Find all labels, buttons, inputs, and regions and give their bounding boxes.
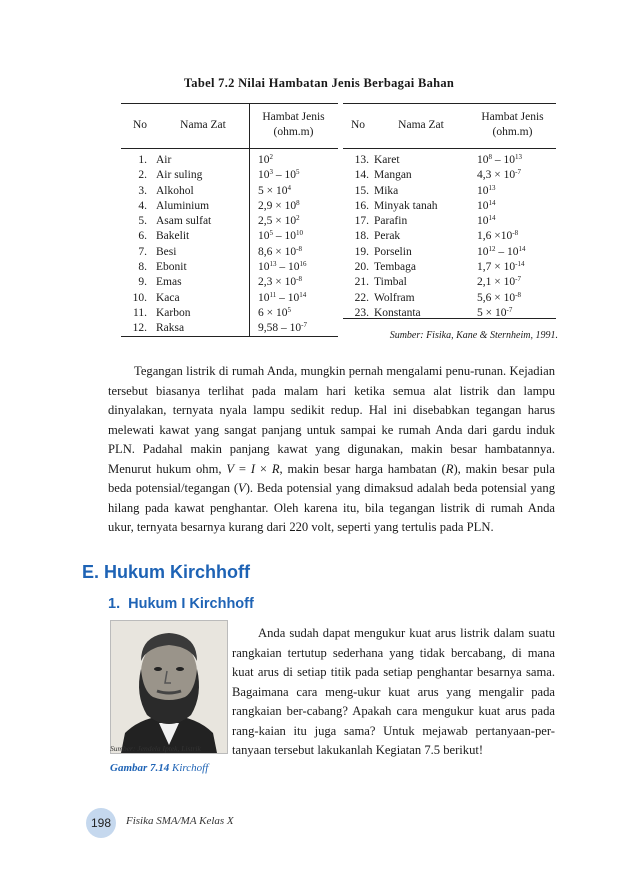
row-number: 9. xyxy=(138,276,147,289)
row-substance: Raksa xyxy=(156,322,185,335)
row-resistivity: $10^{11} - 10^{14}$ xyxy=(258,290,307,304)
table-row xyxy=(121,245,338,260)
row-substance: Tembaga xyxy=(374,261,416,274)
row-resistivity: $2,9 \times 10^8$ xyxy=(258,198,300,212)
figure-caption xyxy=(110,762,208,774)
row-resistivity: $10^3 - 10^5$ xyxy=(258,168,300,182)
row-resistivity: $10^5 - 10^{10}$ xyxy=(258,229,303,243)
table-title: Tabel 7.2 Nilai Hambatan Jenis Berbagai Bahan xyxy=(183,76,455,90)
table-row xyxy=(343,168,556,183)
row-number: 7. xyxy=(138,245,147,258)
row-substance: Wolfram xyxy=(374,291,415,304)
table-row xyxy=(343,229,556,244)
header-hambat-label: Hambat Jenis xyxy=(481,111,544,123)
row-number: 3. xyxy=(138,184,147,197)
row-substance: Besi xyxy=(156,245,177,258)
row-number: 23. xyxy=(354,306,369,319)
footer-book-title: Fisika SMA/MA Kelas X xyxy=(126,815,234,827)
row-number: 4. xyxy=(138,199,147,212)
row-resistivity: $8,6 \times 10^{-8}$ xyxy=(258,244,302,258)
row-resistivity: $10^8 - 10^{13}$ xyxy=(477,153,522,166)
row-resistivity: $2,5 \times 10^2$ xyxy=(258,214,300,228)
row-number: 12. xyxy=(132,322,147,335)
row-resistivity: $2,3 \times 10^{-8}$ xyxy=(258,275,302,289)
table-row xyxy=(343,260,556,275)
row-substance: Minyak tanah xyxy=(374,199,438,212)
figure-source: Sumber: Jendela Iptek, Listrik xyxy=(110,744,201,753)
row-resistivity: $10^{14}$ xyxy=(477,214,496,228)
row-number: 22. xyxy=(354,291,369,304)
table-row xyxy=(343,245,556,260)
row-substance: Parafin xyxy=(374,215,408,228)
row-substance: Air suling xyxy=(156,169,203,182)
table-row xyxy=(343,199,556,214)
row-substance: Aluminium xyxy=(156,199,210,212)
row-resistivity: $5 \times 10^{-7}$ xyxy=(477,305,513,319)
row-number: 6. xyxy=(138,230,147,243)
row-resistivity: $6 \times 10^5$ xyxy=(258,305,291,319)
row-number: 14. xyxy=(354,169,369,182)
row-substance: Timbal xyxy=(374,276,407,289)
page-number: 198 xyxy=(86,808,116,838)
table-row xyxy=(121,321,338,336)
header-no: No xyxy=(132,119,148,131)
table-header-left xyxy=(121,104,338,149)
row-substance: Air xyxy=(156,154,172,166)
header-hambat-jenis xyxy=(469,110,556,140)
row-resistivity: $5,6 \times 10^{-8}$ xyxy=(477,290,521,304)
table-row xyxy=(121,184,338,199)
row-number: 13. xyxy=(354,154,369,166)
row-number: 2. xyxy=(138,169,147,182)
table-row xyxy=(121,199,338,214)
table-row xyxy=(343,291,556,306)
header-hambat-jenis xyxy=(249,110,338,140)
kirchhoff-text: Anda sudah dapat mengukur kuat arus listrik dalam suatu rangkaian tertutup sederhana yang tidak bercabang, di mana kuat arus di setiap titik pada setiap penghantar besarnya sama. Bagaimana cara meng-ukur kuat arus yang mengalir pada rangkaian ber-cabang? Apakah cara mengukur kuat arus pada rang-kaian itu juga sama? Untuk mejawab pertanyaan-per-tanyaan tersebut lakukanlah Kegiatan 7.5 berikut! xyxy=(232,626,555,757)
table-row xyxy=(343,153,556,168)
row-substance: Asam sulfat xyxy=(156,215,212,228)
row-number: 20. xyxy=(354,261,369,274)
row-resistivity: $1,7 \times 10^{-14}$ xyxy=(477,260,525,274)
header-unit: (ohm.m) xyxy=(492,126,533,138)
kirchhoff-portrait xyxy=(110,620,228,754)
resistivity-table-left xyxy=(121,103,338,337)
table-header-right xyxy=(343,104,556,149)
row-substance: Konstanta xyxy=(374,306,421,319)
row-substance: Mika xyxy=(374,184,399,197)
row-number: 8. xyxy=(138,261,147,274)
row-number: 10. xyxy=(132,291,147,304)
row-resistivity: $10^{13}$ xyxy=(477,183,496,197)
row-number: 21. xyxy=(354,276,369,289)
row-resistivity: $1,6 \times 10^{-8}$ xyxy=(477,229,519,243)
row-resistivity: $10^2$ xyxy=(258,153,273,166)
row-resistivity: $4,3 \times 10^{-7}$ xyxy=(477,168,521,182)
table-row xyxy=(121,306,338,321)
row-substance: Kaca xyxy=(156,291,180,304)
table-row xyxy=(121,153,338,168)
table-row xyxy=(121,229,338,244)
row-resistivity: $10^{12} - 10^{14}$ xyxy=(477,244,526,258)
table-row xyxy=(121,168,338,183)
row-resistivity: $5 \times 10^4$ xyxy=(258,183,291,197)
table-row xyxy=(121,275,338,290)
row-number: 1. xyxy=(138,154,147,166)
table-row xyxy=(343,184,556,199)
table-row xyxy=(121,291,338,306)
header-no: No xyxy=(350,119,366,131)
row-substance: Ebonit xyxy=(156,261,187,274)
table-row xyxy=(121,260,338,275)
resistivity-table-right xyxy=(343,103,556,319)
row-number: 5. xyxy=(138,215,147,228)
body-paragraph xyxy=(108,362,555,538)
row-substance: Karet xyxy=(374,154,400,166)
table-row xyxy=(343,306,556,321)
row-number: 15. xyxy=(354,184,369,197)
row-substance: Emas xyxy=(156,276,182,289)
row-substance: Perak xyxy=(374,230,401,243)
section-title: E. Hukum Kirchhoff xyxy=(82,562,251,582)
row-substance: Karbon xyxy=(156,306,191,319)
row-number: 17. xyxy=(354,215,369,228)
figure-caption-text: Kirchoff xyxy=(172,762,209,774)
table-body-left xyxy=(121,149,338,337)
subsection-title: 1. Hukum I Kirchhoff xyxy=(108,596,254,612)
row-substance: Mangan xyxy=(374,169,412,182)
table-row xyxy=(121,214,338,229)
figure-caption-label: Gambar 7.14 xyxy=(110,762,170,774)
row-substance: Bakelit xyxy=(156,230,190,243)
row-resistivity: $10^{13} - 10^{16}$ xyxy=(258,260,307,274)
row-number: 19. xyxy=(354,245,369,258)
table-row xyxy=(343,275,556,290)
row-resistivity: $9,58 - 10^{-7}$ xyxy=(258,321,307,335)
row-substance: Porselin xyxy=(374,245,412,258)
row-number: 16. xyxy=(354,199,369,212)
table-source: Sumber: Fisika, Kane & Sternheim, 1991. xyxy=(389,330,558,341)
row-substance: Alkohol xyxy=(156,184,194,197)
header-unit: (ohm.m) xyxy=(273,126,314,138)
table-row xyxy=(343,214,556,229)
table-body-right xyxy=(343,149,556,321)
row-resistivity: $2,1 \times 10^{-7}$ xyxy=(477,275,521,289)
kirchhoff-paragraph xyxy=(232,624,555,761)
paragraph-text: Tegangan listrik di rumah Anda, mungkin pernah mengalami penu-runan. Kejadian tersebut biasanya terlihat pada malam hari ketika semua alat listrik dan lampu dinyalakan, ternyata nyala lampu sedikit redup. Hal ini disebabkan tegangan harus melewati kawat yang sangat panjang untuk sampai ke rumah Anda dari gardu induk PLN. Padahal makin panjang kawat yang digunakan, makin besar hambatannya. Menurut hukum ohm, V = I × R, makin besar harga hambatan (R), makin besar pula beda potensial/tegangan (V). Beda potensial yang dimaksud adalah beda potensial yang hilang pada kawat penghantar. Oleh karena itu, bila tegangan listrik di rumah Anda ukur, ternyata besarnya kurang dari 220 volt, seperti yang tertulis pada PLN. xyxy=(108,364,555,534)
row-number: 11. xyxy=(133,306,147,319)
header-nama-zat: Nama Zat xyxy=(398,119,444,131)
header-nama-zat: Nama Zat xyxy=(180,119,226,131)
portrait-illustration xyxy=(111,621,227,753)
table-divider xyxy=(249,104,250,336)
row-number: 18. xyxy=(354,230,369,243)
row-resistivity: $10^{14}$ xyxy=(477,198,496,212)
header-hambat-label: Hambat Jenis xyxy=(262,111,325,123)
